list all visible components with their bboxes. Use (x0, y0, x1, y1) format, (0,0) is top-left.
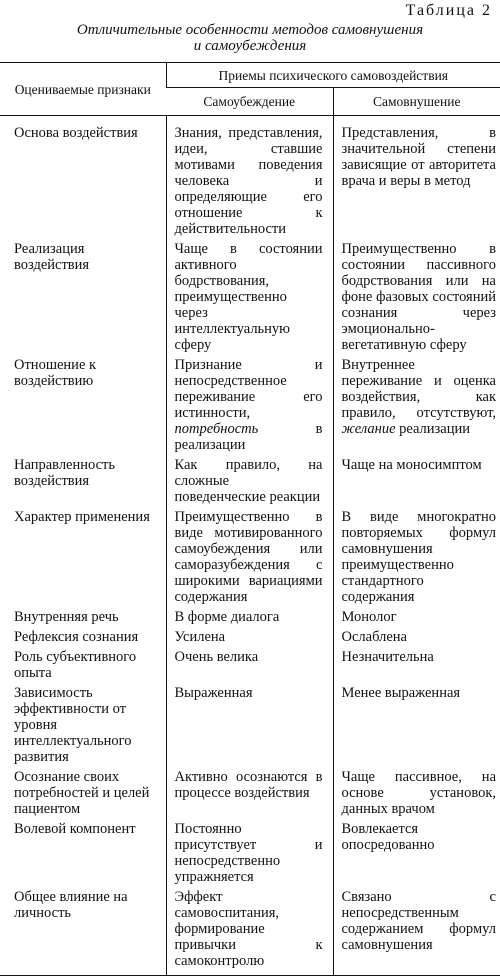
table-label: Таблица 2 (405, 2, 492, 19)
table-row (0, 629, 500, 649)
criterion-cell: Осознание своих потребностей и целей пациентом (14, 769, 150, 817)
persuasion-cell: Как правило, на сложные поведенческие реакции (166, 457, 333, 509)
suggestion-cell: Вовлекается опосредованно (333, 821, 500, 889)
persuasion-text-a: Признание и непосредственное переживание его истинности, (174, 357, 323, 421)
persuasion-cell: Чаще в состоянии активного бодрствования, преимущественно через интеллектуальную сферу (166, 241, 333, 357)
criterion-cell: Характер применения (14, 509, 150, 525)
suggestion-cell: Связано с непосредственным содержанием формул самовнушения (333, 889, 500, 976)
suggestion-cell: В виде многократно повторяемых формул самовнушения преимущественно стандартного содержания (333, 509, 500, 609)
criterion-cell: Роль субъективного опыта (14, 649, 137, 681)
suggestion-cell: Преимущественно в состоянии пассивного бодрствования или на фоне фазовых состояний сознания через эмоционально-вегетативную сферу (333, 241, 500, 357)
criterion-cell: Направленность воздействия (14, 457, 116, 489)
persuasion-cell: В форме диалога (166, 609, 333, 629)
criterion-cell: Реализация воздействия (14, 241, 90, 273)
table-row (0, 609, 500, 629)
suggestion-emphasis: желание (341, 421, 396, 437)
criterion-cell: Рефлексия сознания (14, 629, 139, 645)
table-caption (0, 22, 500, 54)
suggestion-cell: Представления, в значительной степени зависящие от авторитета врача и веры в метод (333, 116, 500, 242)
criterion-cell: Отношение к воздействию (14, 357, 97, 389)
suggestion-cell: Монолог (333, 609, 500, 629)
criterion-cell: Зависимость эффективности от уровня интеллектуального развития (14, 685, 132, 765)
suggestion-cell: Чаще на моносимптом (333, 457, 500, 509)
suggestion-text-a: Внутреннее переживание и оценка воздействия, как правило, отсутствуют, (341, 357, 496, 421)
persuasion-cell: Знания, представления, идеи, ставшие мотивами поведения человека и определяющие его отношение к действительности (166, 116, 333, 242)
caption-line-2: и самоубеждения (193, 38, 307, 54)
table-row (0, 649, 500, 685)
criterion-cell: Общее влияние на личность (0, 889, 166, 976)
table-row (0, 241, 500, 357)
criterion-cell: Основа воздействия (14, 125, 138, 141)
caption-line-1: Отличительные особенности методов самовнушения (76, 22, 424, 38)
column-header-suggestion: Самовнушение (333, 88, 500, 116)
persuasion-cell: Усилена (166, 629, 333, 649)
persuasion-cell (166, 357, 333, 457)
persuasion-cell: Очень велика (166, 649, 333, 685)
table-row (0, 769, 500, 821)
criterion-cell: Волевой компонент (14, 821, 136, 837)
criterion-cell: Внутренняя речь (14, 609, 119, 625)
persuasion-cell: Эффект самовоспитания, формирование привычки к самоконтролю (166, 889, 333, 976)
table-row (0, 357, 500, 457)
table-row (0, 509, 500, 609)
persuasion-text-b: в реализации (174, 421, 323, 453)
suggestion-cell: Незначительна (333, 649, 500, 685)
column-header-group: Приемы психического самовоздействия (166, 63, 500, 88)
suggestion-cell: Менее выраженная (333, 685, 500, 769)
table-row (0, 821, 500, 889)
table-row (0, 457, 500, 509)
suggestion-cell: Ослаблена (333, 629, 500, 649)
persuasion-emphasis: потребность (174, 421, 259, 437)
table-row (0, 116, 500, 242)
suggestion-cell (333, 357, 500, 457)
table-row (0, 889, 500, 976)
table-row (0, 685, 500, 769)
persuasion-cell: Постоянно присутствует и непосредственно упражняется (166, 821, 333, 889)
persuasion-cell: Активно осознаются в процессе воздействия (166, 769, 333, 821)
column-header-criteria: Оцениваемые признаки (0, 63, 166, 116)
suggestion-text-b: реализации (399, 421, 470, 437)
column-header-persuasion: Самоубеждение (166, 88, 333, 116)
persuasion-cell: Выраженная (166, 685, 333, 769)
comparison-table (0, 62, 500, 976)
suggestion-cell: Чаще пассивное, на основе установок, данных врачом (333, 769, 500, 821)
persuasion-cell: Преимущественно в виде мотивированного самоубеждения или саморазубеждения с широкими вариациями содержания (166, 509, 333, 609)
